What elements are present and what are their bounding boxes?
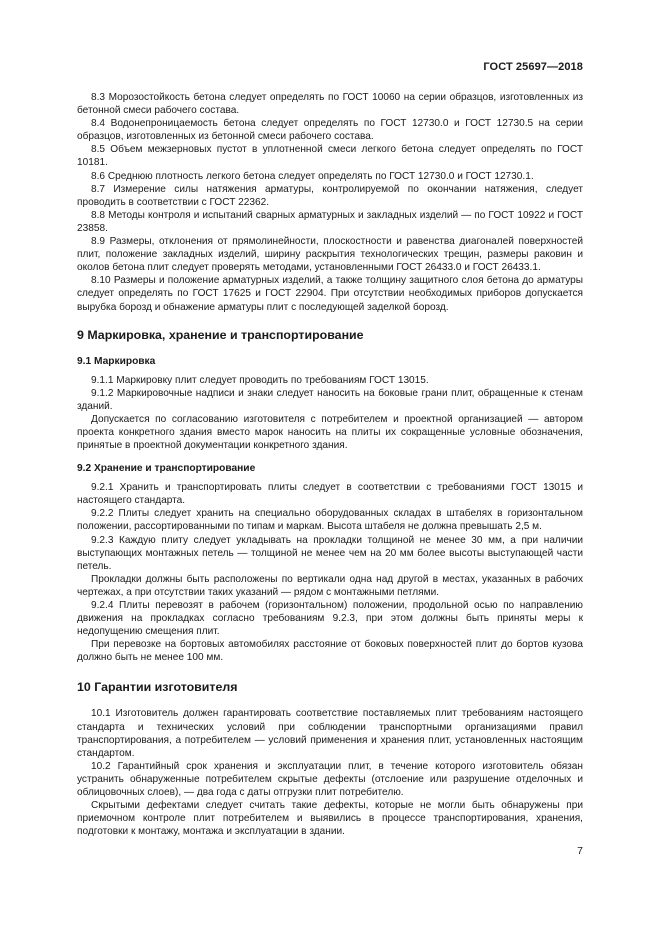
paragraph-8-8: 8.8 Методы контроля и испытаний сварных арматурных и закладных изделий — по ГОСТ 10922 и ГОСТ 23858. [77,209,583,234]
paragraph-10-2: 10.2 Гарантийный срок хранения и эксплуатации плит, в течение которого изготовитель обязан устранить обнаруженные потребителем скрытые дефекты (отслоение или разрушение отделочных и облицовочных слоев), — два года с даты отгрузки плит потребителю. [77,760,583,799]
subsection-9-1-heading: 9.1 Маркировка [77,355,156,367]
paragraph-8-4: 8.4 Водонепроницаемость бетона следует определять по ГОСТ 12730.0 и ГОСТ 12730.5 на серии образцов, изготовленных из бетонной смеси рабочего состава. [77,118,583,143]
paragraph-8-3: 8.3 Морозостойкость бетона следует определять по ГОСТ 10060 на серии образцов, изготовленных из бетонной смеси рабочего состава. [77,92,583,117]
section-9-heading: 9 Маркировка, хранение и транспортирование [77,327,364,342]
paragraph-8-6: 8.6 Среднюю плотность легкого бетона следует определять по ГОСТ 12730.0 и ГОСТ 12730.1. [91,170,534,182]
paragraph-8-9: 8.9 Размеры, отклонения от прямолинейности, плоскостности и равенства диагоналей поверхностей плит, положение закладных изделий, ширину раскрытия технологических трещин, размеры раковин и околов бетона плит следует проверять методами, установленными ГОСТ 26433.0 и ГОСТ 26433.1. [77,236,583,274]
paragraph-9-2-2: 9.2.2 Плиты следует хранить на специально оборудованных складах в штабелях в горизонтальном положении, рассортированными по типам и маркам. Высота штабеля не должна превышать 2,5 м. [77,508,583,533]
paragraph-9-1-2: 9.1.2 Маркировочные надписи и знаки следует наносить на боковые грани плит, обращенные к стенам зданий. [77,387,583,412]
paragraph-10-2-note: Скрытыми дефектами следует считать такие дефекты, которые не могли быть обнаружены при приемочном контроле плит потребителем и выявились в процессе транспортирования, хранения, подготовки к монтажу, монтажа и эксплуатации в здании. [77,800,583,838]
subsection-9-2-heading: 9.2 Хранение и транспортирование [77,463,256,475]
paragraph-8-10: 8.10 Размеры и положение арматурных изделий, а также толщину защитного слоя бетона до арматуры следует определять по ГОСТ 17625 и ГОСТ 22904. При отсутствии необходимых приборов допускается вырубка борозд и обнажение арматуры плит с последующей заделкой борозд. [77,275,583,313]
paragraph-9-2-4-note: При перевозке на бортовых автомобилях расстояние от боковых поверхностей плит до бортов кузова должно быть не менее 100 мм. [77,639,583,664]
standard-header: ГОСТ 25697—2018 [483,61,583,73]
document-body [77,91,583,838]
paragraph-9-2-3: 9.2.3 Каждую плиту следует укладывать на прокладки толщиной не менее 30 мм, а при наличии выступающих монтажных петель — толщиной не менее чем на 20 мм более высоты выступающей части петель. [77,534,583,572]
paragraph-8-5: 8.5 Объем межзерновых пустот в уплотненной смеси легкого бетона следует определять по ГОСТ 10181. [77,144,583,169]
paragraph-9-2-3-note: Прокладки должны быть расположены по вертикали одна над другой в местах, указанных в рабочих чертежах, а при отсутствии таких указаний — рядом с монтажными петлями. [77,573,583,598]
page-number: 7 [577,845,583,857]
paragraph-9-2-1: 9.2.1 Хранить и транспортировать плиты следует в соответствии с требованиями ГОСТ 13015 и настоящего стандарта. [77,482,583,507]
paragraph-10-1: 10.1 Изготовитель должен гарантировать соответствие поставляемых плит требованиям настоящего стандарта и технических условий при соблюдении транспортными организациями правил транспортирования, а потребителем — условий применения и хранения плит, установленных настоящим стандартом. [77,708,583,759]
paragraph-8-7: 8.7 Измерение силы натяжения арматуры, контролируемой по окончании натяжения, следует проводить в соответствии с ГОСТ 22362. [77,183,583,208]
paragraph-9-2-4: 9.2.4 Плиты перевозят в рабочем (горизонтальном) положении, продольной осью по направлению движения на прокладках согласно требованиям 9.2.3, при этом должны быть приняты меры к недопущению смещения плит. [77,600,583,638]
paragraph-9-1-2-note: Допускается по согласованию изготовителя с потребителем и проектной организацией — автором проекта конкретного здания вместо марок наносить на плиты их сокращенные условные обозначения, принятые в проектной документации конкретного здания. [77,413,583,452]
section-10-heading: 10 Гарантии изготовителя [77,680,238,695]
paragraph-9-1-1: 9.1.1 Маркировку плит следует проводить по требованиям ГОСТ 13015. [91,374,429,386]
